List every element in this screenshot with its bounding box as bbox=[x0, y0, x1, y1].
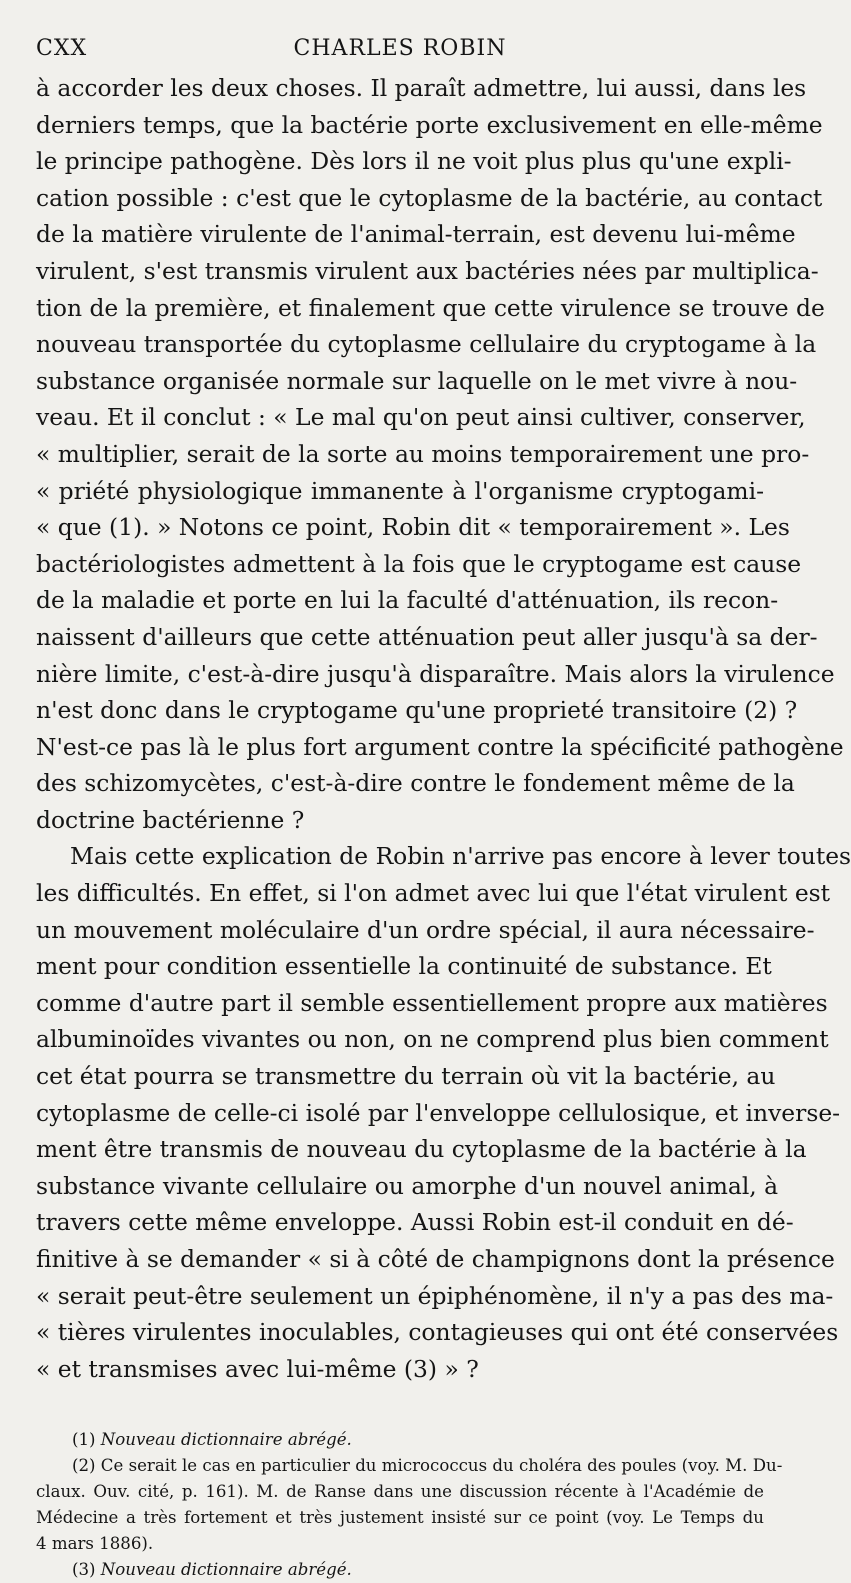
text-line: des schizomycètes, c'est-à-dire contre le fondement même de la bbox=[36, 769, 795, 798]
text-line: à accorder les deux choses. Il paraît admettre, lui aussi, dans les bbox=[36, 74, 807, 102]
text-line: derniers temps, que la bactérie porte exclusivement en elle-même bbox=[36, 110, 823, 139]
text-line: « serait peut-être seulement un épiphénomène, il n'y a pas des ma- bbox=[36, 1281, 834, 1310]
page-header bbox=[36, 30, 764, 70]
text-line: « multiplier, serait de la sorte au moins temporairement une pro- bbox=[36, 439, 810, 468]
text-line: n'est donc dans le cryptogame qu'une proprieté transitoire (2) ? bbox=[36, 696, 798, 725]
text-line: « et transmises avec lui-même (3) » ? bbox=[36, 1354, 479, 1383]
text-line: cation possible : c'est que le cytoplasme de la bactérie, au contact bbox=[36, 183, 823, 212]
text-line: naissent d'ailleurs que cette atténuation peut aller jusqu'à sa der- bbox=[36, 622, 818, 651]
running-head: CHARLES ROBIN bbox=[293, 36, 507, 61]
footnote-3-text: Nouveau dictionnaire abrégé. bbox=[100, 1560, 352, 1580]
text-line: tion de la première, et finalement que cette virulence se trouve de bbox=[36, 293, 825, 322]
text-line: Mais cette explication de Robin n'arrive pas encore à lever toutes bbox=[70, 842, 851, 871]
footnote-1 bbox=[36, 1427, 764, 1453]
footnote-line: Médecine a très fortement et très justement insisté sur ce point (voy. Le Temps du bbox=[36, 1508, 764, 1528]
footnotes bbox=[36, 1427, 783, 1583]
footnote-line: (2) Ce serait le cas en particulier du micrococcus du choléra des poules (voy. M. Du- bbox=[72, 1456, 783, 1476]
footnote-2 bbox=[36, 1453, 783, 1557]
text-line: nouveau transportée du cytoplasme cellulaire du cryptogame à la bbox=[36, 330, 817, 359]
text-line: de la matière virulente de l'animal-terrain, est devenu lui-même bbox=[36, 220, 796, 249]
text-line: substance organisée normale sur laquelle on le met vivre à nou- bbox=[36, 366, 798, 395]
body-text bbox=[36, 70, 851, 1387]
text-line: les difficultés. En effet, si l'on admet avec lui que l'état virulent est bbox=[36, 879, 831, 908]
text-line: cet état pourra se transmettre du terrain où vit la bactérie, au bbox=[36, 1062, 776, 1091]
text-line: virulent, s'est transmis virulent aux bactéries nées par multiplica- bbox=[36, 256, 819, 285]
text-line: doctrine bactérienne ? bbox=[36, 805, 305, 834]
text-line: ment pour condition essentielle la continuité de substance. Et bbox=[36, 952, 772, 981]
text-line: travers cette même enveloppe. Aussi Robin est-il conduit en dé- bbox=[36, 1208, 794, 1237]
footnote-line: claux. Ouv. cité, p. 161). M. de Ranse dans une discussion récente à l'Académie de bbox=[36, 1482, 764, 1502]
text-line: cytoplasme de celle-ci isolé par l'enveloppe cellulosique, et inverse- bbox=[36, 1098, 841, 1127]
text-line: albuminoïdes vivantes ou non, on ne comprend plus bien comment bbox=[36, 1025, 829, 1054]
footnote-3-mark: (3) bbox=[72, 1560, 101, 1580]
text-line: comme d'autre part il semble essentiellement propre aux matières bbox=[36, 988, 828, 1017]
paragraph-1 bbox=[36, 70, 844, 838]
text-line: ment être transmis de nouveau du cytoplasme de la bactérie à la bbox=[36, 1135, 807, 1164]
text-line: nière limite, c'est-à-dire jusqu'à disparaître. Mais alors la virulence bbox=[36, 659, 835, 688]
text-line: substance vivante cellulaire ou amorphe d'un nouvel animal, à bbox=[36, 1171, 779, 1200]
text-line: « tières virulentes inoculables, contagieuses qui ont été conservées bbox=[36, 1318, 839, 1347]
text-line: N'est-ce pas là le plus fort argument contre la spécificité pathogène bbox=[36, 732, 844, 761]
footnote-3 bbox=[36, 1557, 764, 1583]
text-line: « priété physiologique immanente à l'organisme cryptogami- bbox=[36, 476, 764, 505]
footnote-1-mark: (1) bbox=[72, 1430, 101, 1450]
text-line: un mouvement moléculaire d'un ordre spécial, il aura nécessaire- bbox=[36, 915, 815, 944]
text-line: veau. Et il conclut : « Le mal qu'on peut ainsi cultiver, conserver, bbox=[36, 403, 806, 432]
text-line: de la maladie et porte en lui la faculté d'atténuation, ils recon- bbox=[36, 586, 779, 615]
page-number: CXX bbox=[36, 36, 88, 61]
text-line: finitive à se demander « si à côté de champignons dont la présence bbox=[36, 1245, 835, 1273]
text-line: « que (1). » Notons ce point, Robin dit « temporairement ». Les bbox=[36, 513, 790, 542]
paragraph-2 bbox=[36, 838, 851, 1387]
text-line: le principe pathogène. Dès lors il ne voit plus plus qu'une expli- bbox=[36, 147, 792, 176]
footnote-line: 4 mars 1886). bbox=[36, 1534, 154, 1554]
footnote-1-text: Nouveau dictionnaire abrégé. bbox=[100, 1430, 352, 1450]
text-line: bactériologistes admettent à la fois que le cryptogame est cause bbox=[36, 549, 802, 578]
